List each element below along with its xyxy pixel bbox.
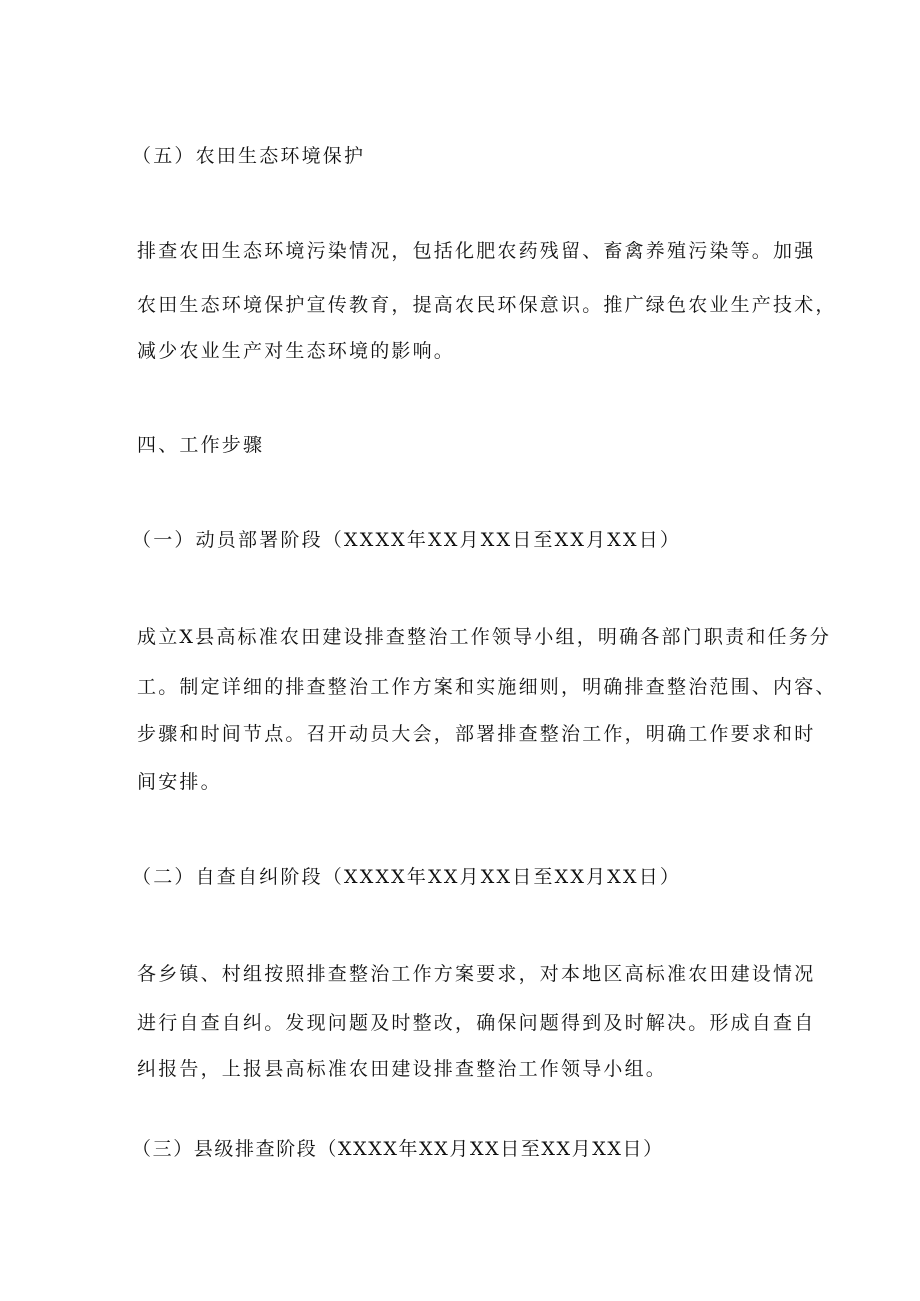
paragraph-line: 减少农业生产对生态环境的影响。 xyxy=(137,340,456,362)
paragraph-line: 进行自查自纠。发现问题及时整改，确保问题得到及时解决。形成自查自 xyxy=(137,1012,816,1034)
step-heading-mobilization: （一）动员部署阶段（XXXX年XX月XX日至XX月XX日） xyxy=(132,529,682,551)
step-heading-county-inspection: （三）县级排查阶段（XXXX年XX月XX日至XX月XX日） xyxy=(132,1138,664,1160)
paragraph-line: 纠报告，上报县高标准农田建设排查整治工作领导小组。 xyxy=(137,1058,668,1080)
paragraph-line: 成立X县高标准农田建设排查整治工作领导小组，明确各部门职责和任务分 xyxy=(137,626,832,648)
section-heading-farmland-ecology: （五）农田生态环境保护 xyxy=(132,145,366,167)
paragraph-line: 间安排。 xyxy=(137,771,222,793)
paragraph-line: 工。制定详细的排查整治工作方案和实施细则，明确排查整治范围、内容、 xyxy=(137,676,837,698)
paragraph-line: 农田生态环境保护宣传教育，提高农民环保意识。推广绿色农业生产技术， xyxy=(137,294,837,316)
part-heading-work-steps: 四、工作步骤 xyxy=(137,434,265,456)
paragraph-line: 各乡镇、村组按照排查整治工作方案要求，对本地区高标准农田建设情况 xyxy=(137,963,816,985)
paragraph-line: 排查农田生态环境污染情况，包括化肥农药残留、畜禽养殖污染等。加强 xyxy=(137,240,816,262)
step-heading-self-inspection: （二）自查自纠阶段（XXXX年XX月XX日至XX月XX日） xyxy=(132,866,682,888)
paragraph-line: 步骤和时间节点。召开动员大会，部署排查整治工作，明确工作要求和时 xyxy=(137,723,816,745)
